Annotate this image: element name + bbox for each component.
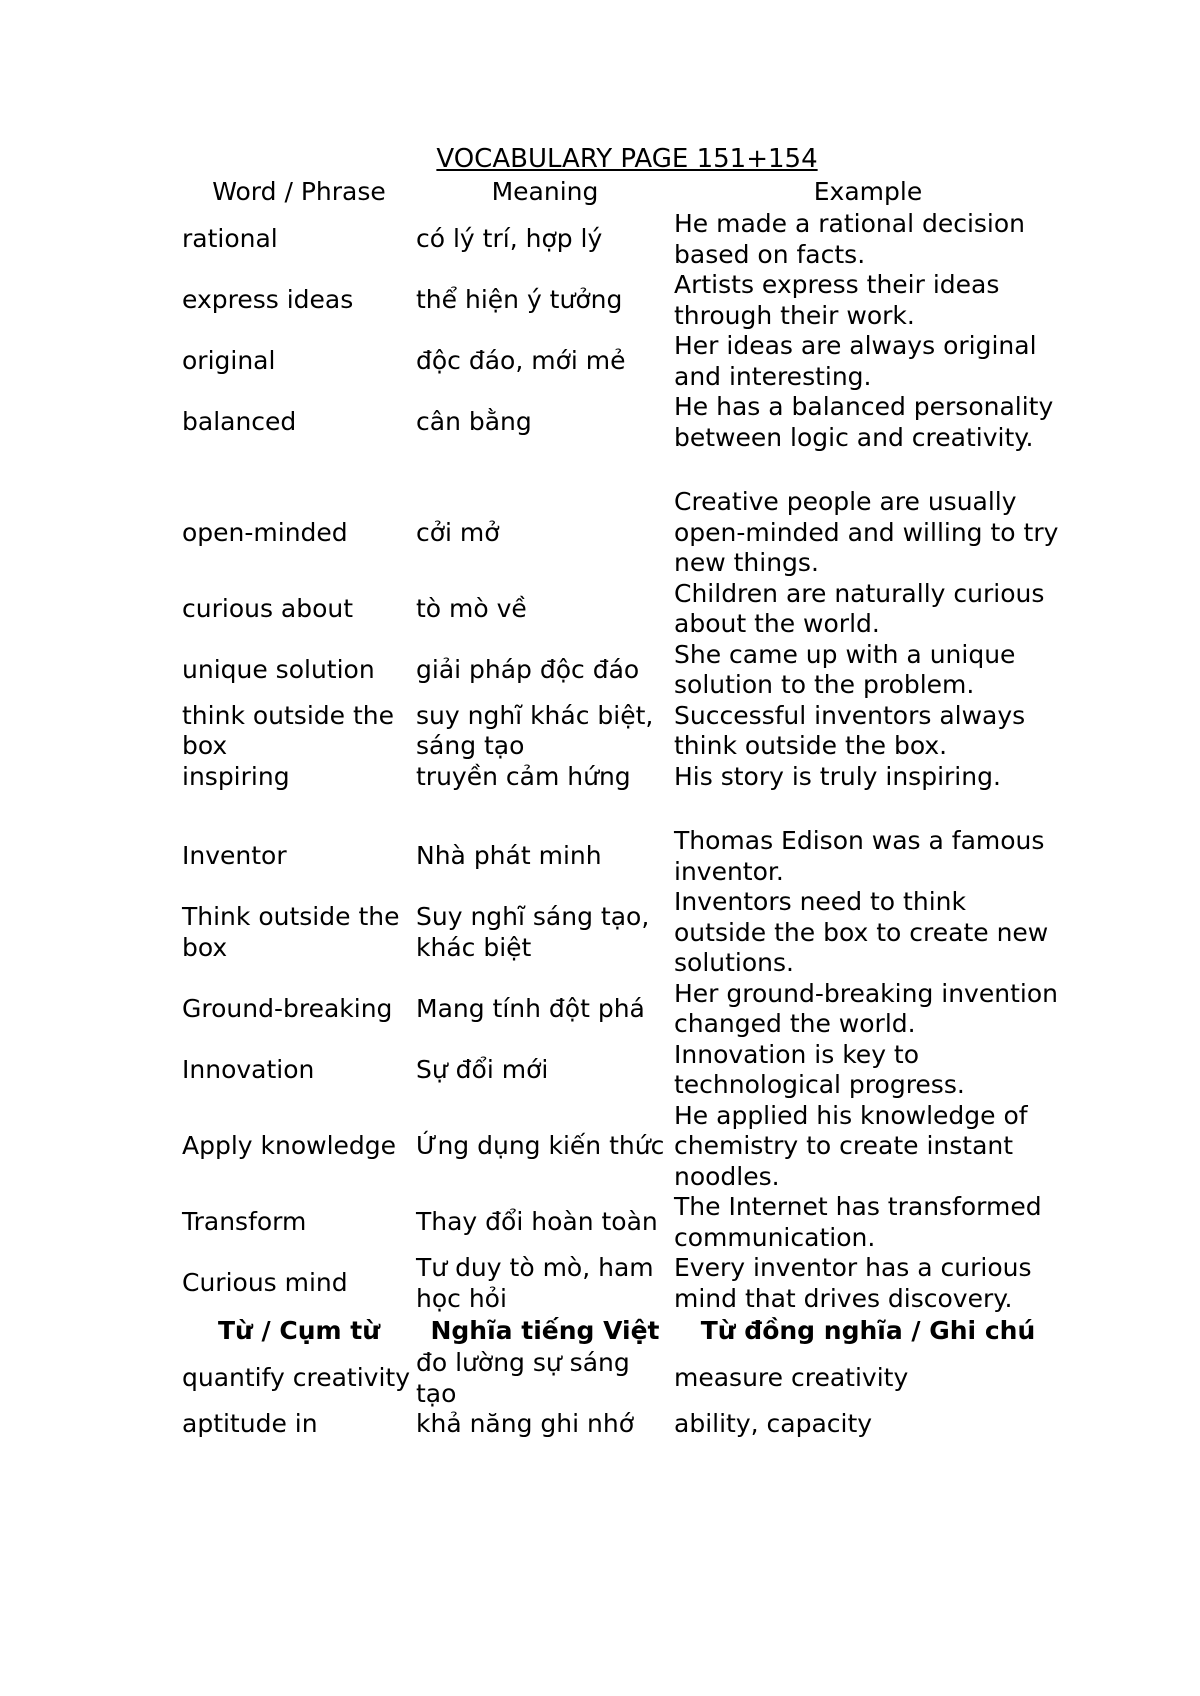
word-cell: quantify creativity (182, 1363, 410, 1393)
table-row (182, 1040, 1062, 1101)
header-word: Word / Phrase (212, 176, 386, 206)
word-cell: curious about (182, 593, 354, 623)
example-cell: He has a balanced personality between logic and creativity. (674, 392, 1054, 452)
table-row (182, 979, 1062, 1040)
example-cell: Successful inventors always think outside the box. (674, 700, 1026, 760)
table-row (182, 1253, 1062, 1314)
word-cell: open-minded (182, 517, 348, 547)
header-meaning: Meaning (491, 176, 599, 206)
meaning-cell: Mang tính đột phá (416, 993, 645, 1023)
table-row (182, 1192, 1062, 1253)
word-cell: unique solution (182, 654, 375, 684)
word-cell: inspiring (182, 761, 290, 791)
table-row (182, 701, 1062, 762)
word-cell: balanced (182, 407, 297, 437)
meaning-cell: có lý trí, hợp lý (416, 224, 603, 254)
vocabulary-table (182, 175, 1062, 1440)
subheader-meaning: Nghĩa tiếng Việt (430, 1315, 660, 1345)
meaning-cell: Suy nghĩ sáng tạo, khác biệt (416, 902, 650, 962)
document-page (182, 143, 1062, 1440)
word-cell: express ideas (182, 285, 354, 315)
example-cell: Creative people are usually open-minded and willing to try new things. (674, 487, 1059, 577)
note-cell: measure creativity (674, 1363, 909, 1393)
example-cell: Innovation is key to technological progress. (674, 1039, 965, 1099)
table-row (182, 1348, 1062, 1409)
meaning-cell: tò mò về (416, 593, 527, 623)
table-row (182, 209, 1062, 270)
subheader-note: Từ đồng nghĩa / Ghi chú (700, 1315, 1036, 1345)
page-title: VOCABULARY PAGE 151+154 (436, 144, 818, 174)
example-cell: Her ideas are always original and interesting. (674, 331, 1037, 391)
table-row (182, 579, 1062, 640)
table-subheader-row (182, 1314, 1062, 1348)
example-cell: His story is truly inspiring. (674, 761, 1001, 791)
header-example: Example (813, 176, 923, 206)
example-cell: Her ground-breaking invention changed the world. (674, 978, 1058, 1038)
word-cell: Innovation (182, 1054, 315, 1084)
word-cell: original (182, 346, 276, 376)
word-cell: aptitude in (182, 1409, 318, 1438)
meaning-cell: giải pháp độc đáo (416, 654, 640, 684)
word-cell: Think outside the box (182, 902, 400, 962)
meaning-cell: Ứng dụng kiến thức (416, 1131, 665, 1160)
table-row (182, 392, 1062, 453)
word-cell: Curious mind (182, 1268, 348, 1298)
meaning-cell: Thay đổi hoàn toàn (416, 1207, 658, 1237)
meaning-cell: cân bằng (416, 407, 532, 437)
meaning-cell: cởi mở (416, 517, 500, 547)
example-cell: She came up with a unique solution to the problem. (674, 639, 1016, 699)
example-cell: Every inventor has a curious mind that drives discovery. (674, 1253, 1032, 1313)
meaning-cell: độc đáo, mới mẻ (416, 346, 626, 376)
table-header-row (182, 175, 1062, 209)
table-row (182, 331, 1062, 392)
example-cell: He made a rational decision based on facts. (674, 209, 1026, 269)
example-cell: He applied his knowledge of chemistry to create instant noodles. (674, 1100, 1028, 1191)
example-cell: Children are naturally curious about the world. (674, 578, 1045, 638)
word-cell: think outside the box (182, 700, 394, 760)
word-cell: Ground-breaking (182, 993, 393, 1023)
word-cell: Inventor (182, 841, 287, 871)
meaning-cell: truyền cảm hứng (416, 761, 631, 791)
meaning-cell: Tư duy tò mò, ham học hỏi (416, 1253, 654, 1313)
word-cell: Apply knowledge (182, 1131, 397, 1160)
example-cell: Inventors need to think outside the box to create new solutions. (674, 887, 1049, 977)
note-cell: ability, capacity (674, 1409, 873, 1438)
table-row (182, 887, 1062, 979)
table-row (182, 270, 1062, 331)
meaning-cell: suy nghĩ khác biệt, sáng tạo (416, 700, 654, 760)
meaning-cell: Sự đổi mới (416, 1054, 549, 1084)
word-cell: Transform (182, 1207, 307, 1237)
meaning-cell: Nhà phát minh (416, 841, 602, 871)
table-row (182, 792, 1062, 887)
table-row (182, 1409, 1062, 1440)
meaning-cell: khả năng ghi nhớ (416, 1409, 635, 1438)
table-row (182, 1101, 1062, 1193)
word-cell: rational (182, 224, 278, 254)
meaning-cell: đo lường sự sáng tạo (416, 1348, 630, 1408)
table-row (182, 453, 1062, 579)
table-row (182, 762, 1062, 793)
table-row (182, 640, 1062, 701)
subheader-word: Từ / Cụm từ (217, 1315, 381, 1345)
example-cell: Thomas Edison was a famous inventor. (674, 826, 1045, 886)
example-cell: Artists express their ideas through their work. (674, 270, 1000, 330)
meaning-cell: thể hiện ý tưởng (416, 285, 623, 315)
example-cell: The Internet has transformed communication. (674, 1192, 1042, 1252)
